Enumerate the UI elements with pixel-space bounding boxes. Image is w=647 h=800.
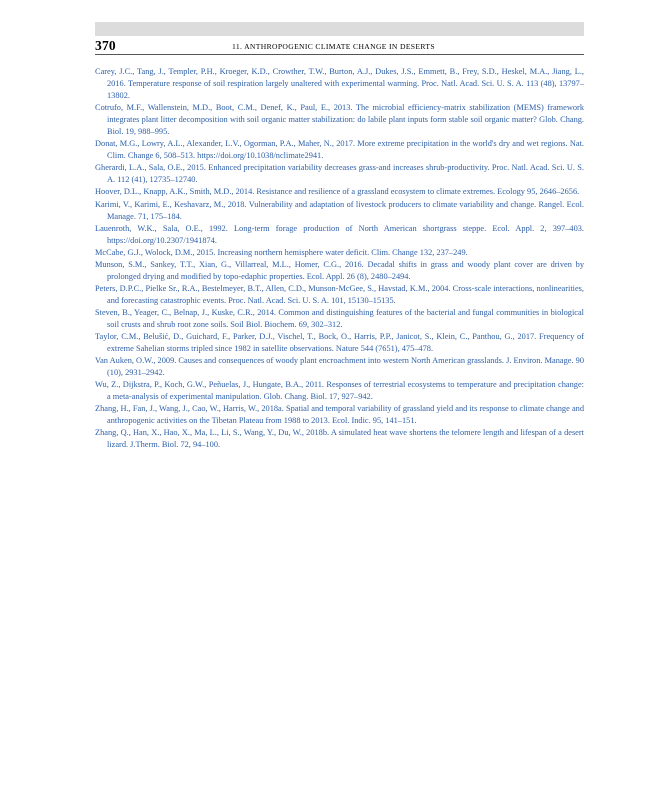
reference-item: Hoover, D.L., Knapp, A.K., Smith, M.D., 2014. Resistance and resilience of a grassland ecosystem to climate extremes. Ecology 95, 2646–2656. — [95, 187, 580, 197]
running-head: 11. ANTHROPOGENIC CLIMATE CHANGE IN DESERTS — [232, 42, 435, 51]
reference-item: Carey, J.C., Tang, J., Templer, P.H., Kroeger, K.D., Crowther, T.W., Burton, A.J., Dukes, J.S., Emmett, B., Frey, S.D., Heskel, M.A., Jiang, L., 2016. Temperature response of soil respiration largely unaltered with experimental warming. Proc. Natl. Acad. Sci. U. S. A. 113 (48), 13797–13802. — [95, 67, 584, 101]
reference-item: Gherardi, L.A., Sala, O.E., 2015. Enhanced precipitation variability decreases grass-and increases shrub-productivity. Proc. Natl. Acad. Sci. U. S. A. 112 (41), 12735–12740. — [95, 163, 584, 185]
reference-item: Karimi, V., Karimi, E., Keshavarz, M., 2018. Vulnerability and adaptation of livestock producers to climate variability and change. Rangel. Ecol. Manage. 71, 175–184. — [95, 199, 584, 221]
reference-item: Van Auken, O.W., 2009. Causes and consequences of woody plant encroachment into western North American grasslands. J. Environ. Manage. 90 (10), 2931–2942. — [95, 356, 584, 378]
reference-item: Steven, B., Yeager, C., Belnap, J., Kuske, C.R., 2014. Common and distinguishing features of the bacterial and fungal communities in biological soil crusts and shrub root zone soils. Soil Biol. Biochem. 69, 302–312. — [95, 307, 584, 329]
page-number: 370 — [95, 38, 116, 53]
reference-item: Munson, S.M., Sankey, T.T., Xian, G., Villarreal, M.L., Homer, C.G., 2016. Decadal shifts in grass and woody plant cover are driven by prolonged drying and modified by topo-edaphic properties. Ecol. Appl. 26 (8), 2480–2494. — [95, 259, 584, 281]
reference-item: Lauenroth, W.K., Sala, O.E., 1992. Long-term forage production of North American shortgrass steppe. Ecol. Appl. 2, 397–403. https://doi.org/10.2307/1941874. — [95, 223, 584, 245]
reference-item: Zhang, Q., Han, X., Hao, X., Ma, L., Li, S., Wang, Y., Du, W., 2018b. A simulated heat wave shortens the telomere length and lifespan of a desert lizard. J.Therm. Biol. 72, 94–100. — [95, 428, 584, 450]
reference-item: Peters, D.P.C., Pielke Sr., R.A., Bestelmeyer, B.T., Allen, C.D., Munson-McGee, S., Havstad, K.M., 2004. Cross-scale interactions, nonlinearities, and forecasting catastrophic events. Proc. Natl. Acad. Sci. U. S. A. 101, 15130–15135. — [95, 283, 584, 305]
reference-item: McCabe, G.J., Wolock, D.M., 2015. Increasing northern hemisphere water deficit. Clim. Change 132, 237–249. — [95, 247, 468, 257]
reference-item: Donat, M.G., Lowry, A.L., Alexander, L.V., Ogorman, P.A., Maher, N., 2017. More extreme precipitation in the world's dry and wet regions. Nat. Clim. Change 6, 508–513. https://doi.org/10.1038/nclimate2941. — [95, 139, 584, 161]
header-band — [95, 22, 584, 36]
reference-item: Cotrufo, M.F., Wallenstein, M.D., Boot, C.M., Denef, K., Paul, E., 2013. The microbial efficiency-matrix stabilization (MEMS) framework integrates plant litter decomposition with soil organic matter stabilization: do labile plant inputs form stable soil organic matter? Glob. Chang. Biol. 19, 988–995. — [95, 103, 584, 137]
reference-item: Taylor, C.M., Belušić, D., Guichard, F., Parker, D.J., Vischel, T., Bock, O., Harris, P.P., Janicot, S., Klein, C., Panthou, G., 2017. Frequency of extreme Sahelian storms tripled since 1982 in satellite observations. Nature 544 (7651), 475–478. — [95, 332, 584, 354]
reference-list — [95, 66, 584, 452]
reference-item: Zhang, H., Fan, J., Wang, J., Cao, W., Harris, W., 2018a. Spatial and temporal variability of grassland yield and its response to climate change and anthropogenic activities on the Tibetan Plateau from 1988 to 2013. Ecol. Indic. 95, 141–151. — [95, 404, 584, 426]
reference-item: Wu, Z., Dijkstra, P., Koch, G.W., Peñuelas, J., Hungate, B.A., 2011. Responses of terrestrial ecosystems to temperature and precipitation change: a meta-analysis of experimental manipulation. Glob. Chang. Biol. 17, 927–942. — [95, 380, 584, 402]
header-rule — [95, 54, 584, 55]
